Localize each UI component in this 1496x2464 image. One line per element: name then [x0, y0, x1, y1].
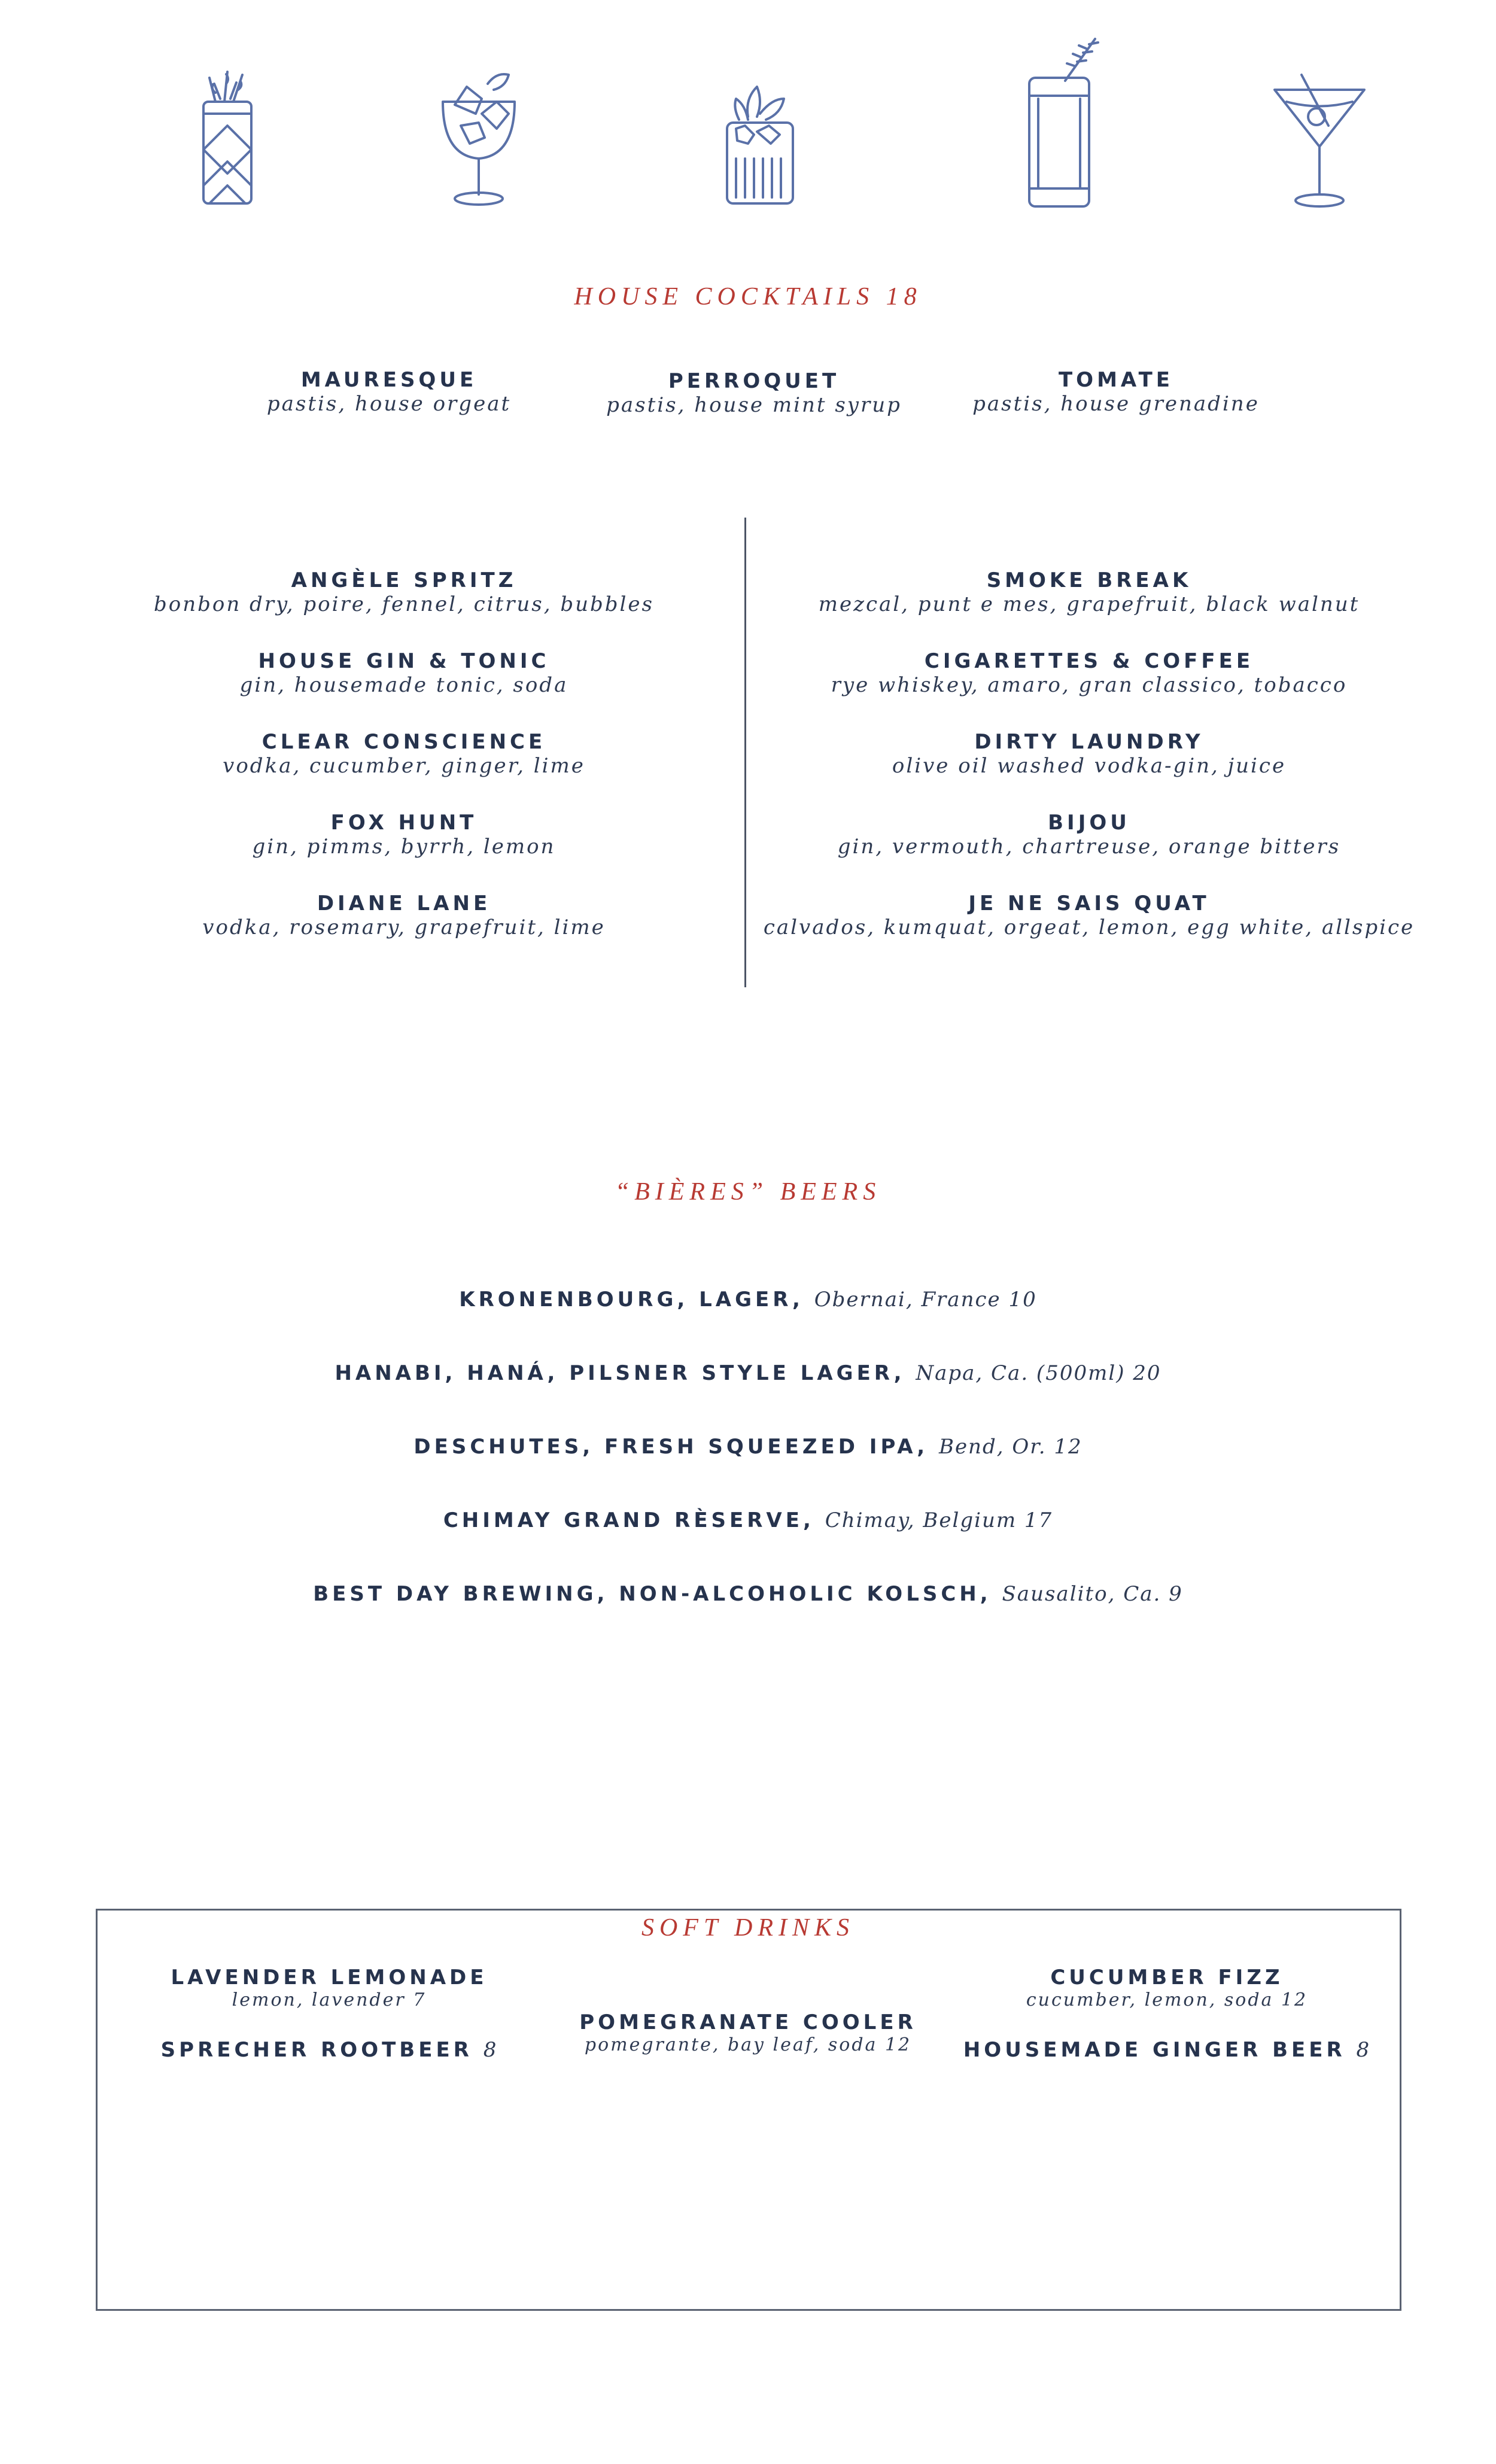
drink-price: 8 [1356, 2038, 1371, 2062]
drink-description: gin, pimms, byrrh, lemon [252, 835, 556, 859]
column-divider [744, 518, 746, 987]
cocktail-dirty-laundry [760, 730, 1418, 778]
soft-item-cucumber-fizz [957, 1966, 1376, 2010]
beer-item-hanabi [0, 1361, 1496, 1385]
rocks-glass-icon [718, 75, 802, 209]
drink-name: CUCUMBER FIZZ [1050, 1966, 1284, 1990]
house-cocktails-heading: HOUSE COCKTAILS 18 [574, 283, 922, 311]
drink-description: bonbon dry, poire, fennel, citrus, bubbles [153, 592, 655, 616]
beer-origin: Obernai, France 10 [814, 1288, 1037, 1312]
drink-name: DIANE LANE [317, 892, 491, 915]
soft-item-sprecher-rootbeer [120, 2038, 539, 2062]
drink-name: CIGARETTES & COFFEE [924, 649, 1254, 673]
drink-description: cucumber, lemon, soda 12 [1026, 1990, 1308, 2010]
beer-origin: Napa, Ca. (500ml) 20 [916, 1361, 1161, 1385]
beer-name: HANABI, HANÁ, PILSNER STYLE LAGER, [335, 1361, 905, 1385]
cocktail-bijou [760, 811, 1418, 859]
soft-item-housemade-ginger-beer [957, 2038, 1376, 2062]
drink-description: calvados, kumquat, orgeat, lemon, egg white, allspice [763, 915, 1415, 939]
cocktail-cigarettes-coffee [760, 649, 1418, 697]
soft-item-pomegranate-cooler [539, 2010, 957, 2055]
drink-name: DIRTY LAUNDRY [974, 730, 1204, 754]
drink-description: gin, vermouth, chartreuse, orange bitters [837, 835, 1341, 859]
drink-name: HOUSE GIN & TONIC [258, 649, 550, 673]
soft-drinks-heading: SOFT DRINKS [641, 1914, 855, 1942]
tall-highball-icon [191, 66, 263, 209]
drink-name: TOMATE [1058, 368, 1174, 392]
beers-heading: “BIÈRES” BEERS [615, 1178, 881, 1206]
beer-item-best-day [0, 1582, 1496, 1606]
beer-origin: Chimay, Belgium 17 [825, 1508, 1053, 1532]
drink-name: PERROQUET [668, 369, 840, 393]
beer-origin: Bend, Or. 12 [938, 1435, 1083, 1459]
cocktail-angele-spritz [132, 568, 676, 616]
martini-glass-icon [1269, 66, 1370, 209]
drink-name: POMEGRANATE COOLER [579, 2010, 917, 2034]
beer-item-deschutes [0, 1435, 1496, 1459]
drink-name: SMOKE BREAK [986, 568, 1192, 592]
drink-name: MAURESQUE [300, 368, 478, 392]
pastis-item-mauresque [209, 368, 568, 416]
beer-name: BEST DAY BREWING, NON-ALCOHOLIC KOLSCH, [313, 1582, 992, 1606]
drink-name: ANGÈLE SPRITZ [291, 568, 517, 592]
soft-item-lavender-lemonade [120, 1966, 539, 2010]
drink-description: pastis, house mint syrup [606, 393, 902, 417]
drink-description: vodka, cucumber, ginger, lime [223, 754, 585, 778]
drink-description: rye whiskey, amaro, gran classico, tobacco [831, 673, 1348, 697]
drink-description: vodka, rosemary, grapefruit, lime [202, 915, 606, 939]
coupe-glass-icon [431, 60, 527, 209]
drink-name: HOUSEMADE GINGER BEER [963, 2038, 1346, 2062]
drink-name: SPRECHER ROOTBEER [160, 2038, 473, 2062]
cocktail-fox-hunt [132, 811, 676, 859]
drink-name: LAVENDER LEMONADE [171, 1966, 488, 1990]
pastis-item-perroquet [574, 369, 934, 417]
drink-price: 8 [483, 2038, 498, 2062]
cocktail-clear-conscience [132, 730, 676, 778]
drink-description: pastis, house orgeat [266, 392, 512, 416]
drink-description: pomegrante, bay leaf, soda 12 [584, 2034, 912, 2055]
beer-name: CHIMAY GRAND RÈSERVE, [443, 1508, 814, 1532]
drink-description: mezcal, punt e mes, grapefruit, black walnut [818, 592, 1360, 616]
cocktail-smoke-break [760, 568, 1418, 616]
drink-description: olive oil washed vodka-gin, juice [892, 754, 1287, 778]
collins-glass-icon [1017, 33, 1113, 209]
beer-name: KRONENBOURG, LAGER, [459, 1288, 804, 1312]
cocktail-je-ne-sais-quat [760, 892, 1418, 939]
beer-item-chimay [0, 1508, 1496, 1532]
cocktail-house-gin-tonic [132, 649, 676, 697]
pastis-item-tomate [936, 368, 1296, 416]
beer-item-kronenbourg [0, 1288, 1496, 1312]
beer-name: DESCHUTES, FRESH SQUEEZED IPA, [413, 1435, 929, 1459]
drink-description: lemon, lavender 7 [232, 1990, 427, 2010]
drink-name: BIJOU [1048, 811, 1130, 835]
drink-description: gin, housemade tonic, soda [239, 673, 568, 697]
beer-origin: Sausalito, Ca. 9 [1002, 1582, 1183, 1606]
cocktail-diane-lane [132, 892, 676, 939]
drink-name: JE NE SAIS QUAT [968, 892, 1210, 915]
drink-name: CLEAR CONSCIENCE [262, 730, 546, 754]
drink-name: FOX HUNT [330, 811, 478, 835]
drink-description: pastis, house grenadine [972, 392, 1260, 416]
